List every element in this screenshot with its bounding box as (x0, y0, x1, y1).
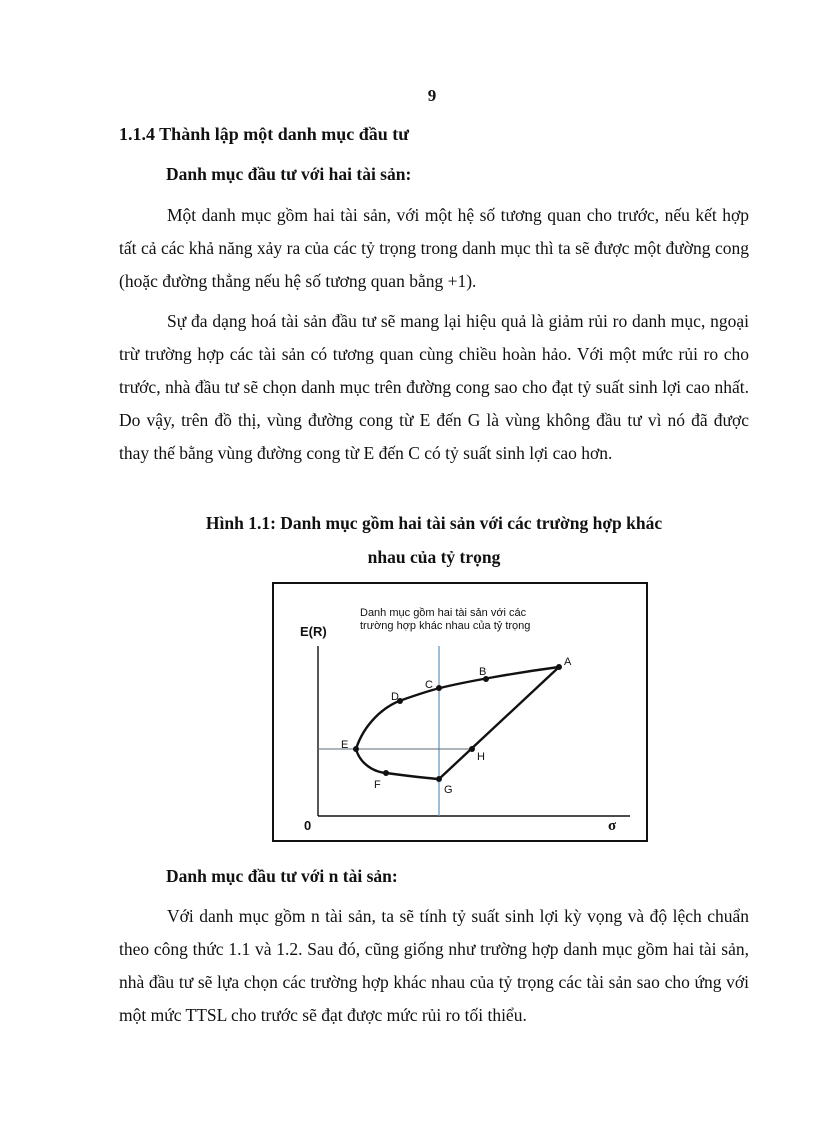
point-C (436, 685, 442, 691)
label-B: B (479, 666, 487, 678)
subsection-title-n-assets: Danh mục đầu tư với n tài sản: (166, 866, 398, 886)
label-G: G (444, 784, 453, 796)
subsection-title-two-assets: Danh mục đầu tư với hai tài sản: (166, 164, 412, 184)
point-E (353, 746, 359, 752)
figure-title-line2: trường hợp khác nhau của tỷ trọng (360, 620, 531, 632)
page-number: 9 (427, 86, 437, 105)
y-axis-label: E(R) (300, 624, 327, 639)
label-F: F (374, 779, 381, 791)
point-H (469, 746, 475, 752)
point-A (556, 664, 562, 670)
label-H: H (477, 751, 485, 763)
figure-caption-line2: nhau của tỷ trọng (367, 547, 501, 567)
point-G (436, 776, 442, 782)
paragraph-diversification: Sự đa dạng hoá tài sản đầu tư sẽ mang lại hiệu quả là giảm rủi ro danh mục, ngoại trừ trường hợp các tài sản có tương quan cùng chiều hoàn hảo. Với một mức rủi ro cho trước, nhà đầu tư sẽ chọn danh mục trên đường cong sao cho đạt tỷ suất sinh lợi cao nhất. Do vậy, trên đồ thị, vùng đường cong từ E đến G là vùng không đầu tư vì nó đã được thay thế bằng vùng đường cong từ E đến C có tỷ suất sinh lợi cao hơn. (119, 311, 749, 463)
frontier-upper-curve (356, 667, 559, 749)
origin-label: 0 (304, 818, 312, 833)
section-title: 1.1.4 Thành lập một danh mục đầu tư (119, 124, 410, 144)
paragraph-two-assets: Một danh mục gồm hai tài sản, với một hệ số tương quan cho trước, nếu kết hợp tất cả các khả năng xảy ra của các tỷ trọng trong danh mục thì ta sẽ được một đường cong (hoặc đường thẳng nếu hệ số tương quan bằng +1). (119, 205, 749, 291)
paragraph-n-assets: Với danh mục gồm n tài sản, ta sẽ tính tỷ suất sinh lợi kỳ vọng và độ lệch chuẩn theo công thức 1.1 và 1.2. Sau đó, cũng giống như trường hợp danh mục gồm hai tài sản, nhà đầu tư sẽ lựa chọn các trường hợp khác nhau của tỷ trọng các tài sản sao cho ứng với một mức TTSL cho trước sẽ đạt được mức rủi ro tối thiểu. (119, 906, 749, 1025)
label-D: D (391, 691, 399, 703)
figure-caption-line1: Hình 1.1: Danh mục gồm hai tài sản với các trường hợp khác (205, 513, 663, 533)
figure-title-line1: Danh mục gồm hai tài sản với các (360, 607, 527, 619)
point-F (383, 770, 389, 776)
figure-two-asset-portfolio (272, 582, 648, 842)
x-axis-label: σ (608, 818, 617, 834)
label-E: E (341, 739, 349, 751)
efficient-frontier-diagram (274, 584, 650, 844)
label-C: C (425, 679, 433, 691)
label-A: A (564, 656, 572, 668)
frontier-lower-curve (356, 749, 439, 779)
